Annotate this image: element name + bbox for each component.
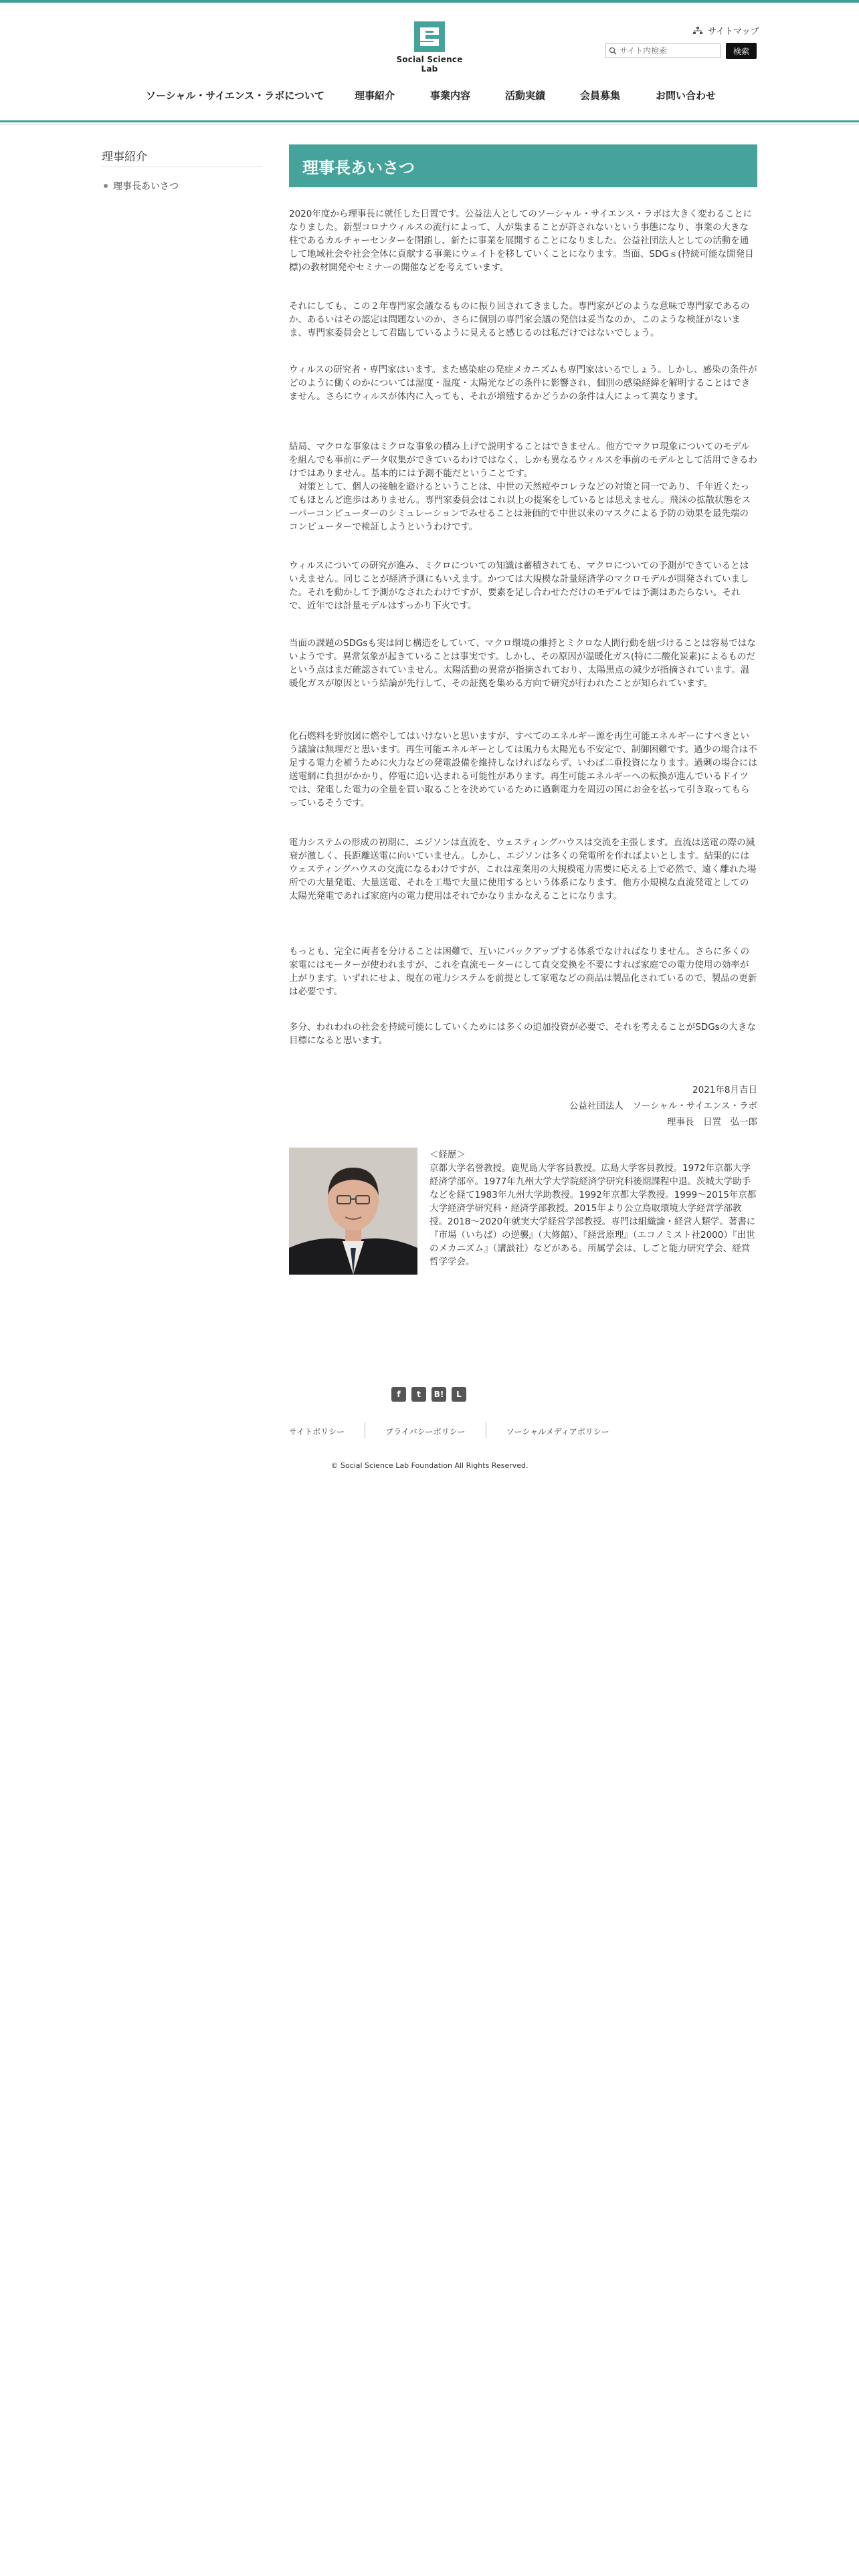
nav-item-contact[interactable]: お問い合わせ xyxy=(656,90,717,102)
sidebar-title: 理事紹介 xyxy=(102,150,147,164)
search-button[interactable]: 検索 xyxy=(726,43,757,59)
search-box xyxy=(605,43,721,58)
sitemap-icon xyxy=(693,27,702,35)
bio-heading: ＜経歴＞ xyxy=(430,1150,466,1160)
footer-links xyxy=(289,1426,609,1442)
logo-text: Social Science Lab xyxy=(396,55,463,74)
footer-link-social-media-policy[interactable]: ソーシャルメディアポリシー xyxy=(506,1427,609,1436)
search-icon xyxy=(609,47,617,55)
nav-item-directors[interactable]: 理事紹介 xyxy=(355,90,395,102)
line-icon[interactable]: L xyxy=(452,1387,466,1402)
logo-mark-icon xyxy=(414,21,445,52)
top-accent-bar xyxy=(0,0,859,3)
chairman-bio xyxy=(430,1148,757,1269)
signature-date: 2021年8月吉日 xyxy=(692,1085,757,1095)
twitter-icon[interactable]: t xyxy=(411,1387,426,1402)
greeting-paragraph: 多分、われわれの社会を持続可能にしていくためには多くの追加投資が必要で、それを考えることがSDGsの大きな目標になると思います。 xyxy=(289,1022,756,1046)
greeting-paragraph: 化石燃料を野放図に燃やしてはいけないと思いますが、すべてのエネルギー源を再生可能エネルギーにすべきという議論は無理だと思います。再生可能エネルギーとしては風力も太陽光も不安定で、制御困難です。過少の場合は不足する電力を補うために火力などの発電設備を維持しなければならず、いわば二重投資になります。過剰の場合には送電網に負担がかかり、停電に追い込まれる可能性があります。再生可能エネルギーへの転換が進んでいるドイツでは、発電した電力の全量を買い取ることを決めているために過剰電力を周辺の国にお金を払って引き取ってもらっているそうです。 xyxy=(289,731,757,809)
greeting-paragraph: 2020年度から理事長に就任した日置です。公益法人としてのソーシャル・サイエンス・ラボは大きく変わることになりました。新型コロナウィルスの流行によって、人が集まることが許されないという事態になり、事業の大きな柱であるカルチャーセンターを閉鎖し、新たに事業を展開することになりました。公益社団法人としての活動を通して地域社会や社会全体に貢献する事業にウェイトを移していくことになります。当面、SDGｓ(持続可能な開発目標)の教材開発やセミナーの開催などを考えています。 xyxy=(289,209,754,273)
greeting-paragraph: ウィルスの研究者・専門家はいます。また感染症の発症メカニズムも専門家はいるでしょう。しかし、感染の条件がどのように働くのかについては湿度・温度・太陽光などの条件に影響され、個別の感染経緯を解明することはできません。さらにウィルスが体内に入っても、それが増殖するかどうかの条件は人によって異なります。 xyxy=(289,364,757,402)
nav-item-business[interactable]: 事業内容 xyxy=(430,90,471,102)
hatena-bookmark-icon[interactable]: B! xyxy=(432,1387,446,1402)
sitemap-label: サイトマップ xyxy=(708,27,759,37)
greeting-paragraph: ウィルスについての研究が進み、ミクロについての知識は蓄積されても、マクロについての予測ができているとはいえません。同じことが経済予測にもいえます。かつては大規模な計量経済学のマクロモデルが開発されていました。それを動かして予測がなされたわけですが、要素を足し合わせただけのモデルでは予測はあたらない。それで、近年では計量モデルはすっかり下火です。 xyxy=(289,560,749,611)
sidebar-item-greeting[interactable] xyxy=(104,179,179,193)
chairman-photo xyxy=(289,1148,417,1275)
bullet-icon xyxy=(104,184,108,188)
facebook-icon[interactable]: f xyxy=(391,1387,406,1402)
page-title: 理事長あいさつ xyxy=(289,144,757,187)
site-logo[interactable] xyxy=(393,21,466,74)
nav-divider xyxy=(0,120,859,122)
copyright: © Social Science Lab Foundation All Rights Reserved. xyxy=(330,1461,529,1470)
signature-org: 公益社団法人 ソーシャル・サイエンス・ラボ xyxy=(569,1101,757,1111)
social-links xyxy=(391,1387,466,1402)
greeting-paragraph: もっとも、完全に両者を分けることは困難で、互いにバックアップする体系でなければなりません。さらに多くの家電にはモーターが使われますが、これを直流モーターにして直交変換を不要にすれば家庭での電力使用の効率が上がります。いずれにせよ、現在の電力システムを前提として家電などの商品は製品化されているので、製品の更新は必要です。 xyxy=(289,946,757,997)
nav-item-membership[interactable]: 会員募集 xyxy=(580,90,621,102)
search-input[interactable] xyxy=(617,45,714,56)
nav-item-about[interactable]: ソーシャル・サイエンス・ラボについて xyxy=(146,90,325,102)
sitemap-link[interactable] xyxy=(693,24,759,37)
bio-text: 京都大学名誉教授。鹿児島大学客員教授。広島大学客員教授。1972年京都大学経済学部卒。1977年九州大学大学院経済学研究科後期課程中退。茨城大学助手などを経て1983年九州大学助教授。1992年京都大学教授。1999〜2015年京都大学経済学研究科・経済学部教授。2015年より公立鳥取環境大学経営学部教授。2018〜2020年就実大学経営学部教授。専門は組織論・経営人類学。著書に『市場（いちば）の逆襲』（大修館）、『経営原理』（エコノミスト社2000）『出世のメカニズム』（講談社）などがある。所属学会は、しごと能力研究学会、経営哲学学会。 xyxy=(430,1163,757,1267)
footer-link-privacy-policy[interactable]: プライバシーポリシー xyxy=(385,1427,466,1436)
sidebar-item-label: 理事長あいさつ xyxy=(113,181,179,192)
footer-link-site-policy[interactable]: サイトポリシー xyxy=(289,1427,345,1436)
nav-item-activities[interactable]: 活動実績 xyxy=(505,90,546,102)
greeting-paragraph: 結局、マクロな事象はミクロな事象の積み上げで説明することはできません。他方でマクロ現象についてのモデルを組んでも事前にデータ収集ができているわけではなく、しかも異なるウィルスを事前のモデルとして活用できるわけではありません。基本的には予測不能だということです。 対策として、個人の接触を避けるということは、中世の天然痘やコレラなどの対策と同一であり、千年近くたってもほとんど進歩はありません。専門家委員会はこれ以上の提案をしているとは思えません。飛沫の拡散状態をスーパーコンピューターのシミュレーションでみせることは兼価的で中世以来のマスクによる予防の効果を最先端のコンピューターで検証しようというわけです。 xyxy=(289,441,757,532)
greeting-paragraph: 電力システムの形成の初期に、エジソンは直流を、ウェスティングハウスは交流を主張します。直流は送電の際の減衰が激しく、長距離送電に向いていません。しかし、エジソンは多くの発電所を作ればよいとします。結果的にはウェスティングハウスの交流になるわけですが、これは産業用の大規模電力需要に応える上で必然で、遠く離れた場所での大量発電、大量送電、それを工場で大量に使用するという体系になります。他方小規模な直流発電としての太陽光発電であれば家庭内の電力使用はそれでかなりまかなえることになります。 xyxy=(289,837,757,901)
greeting-paragraph: それにしても、この２年専門家会議なるものに振り回されてきました。専門家がどのような意味で専門家であるのか、あるいはその認定は問題ないのか、さらに個別の専門家会議の発信は妥当なのか、このような検証がないまま、専門家委員会として君臨しているように見えると感じるのは私だけではないでしょう。 xyxy=(289,301,750,338)
global-nav xyxy=(0,88,859,122)
site-search xyxy=(605,43,757,59)
signature-name: 理事長 日置 弘一郎 xyxy=(667,1117,757,1128)
greeting-paragraph: 当面の課題のSDGsも実は同じ構造をしていて、マクロ環境の維持とミクロな人間行動を紐づけることは容易ではないようです。異常気象が起きていることは事実です。しかし、その原因が温暖化ガス(特に二酸化炭素)によるものだという点はまだ確認されていません。太陽活動の異常が指摘されており、太陽黒点の減少が指摘されています。温暖化ガスが原因という結論が先行して、その証拠を集める方向で研究が行われたことが知られています。 xyxy=(289,638,756,689)
